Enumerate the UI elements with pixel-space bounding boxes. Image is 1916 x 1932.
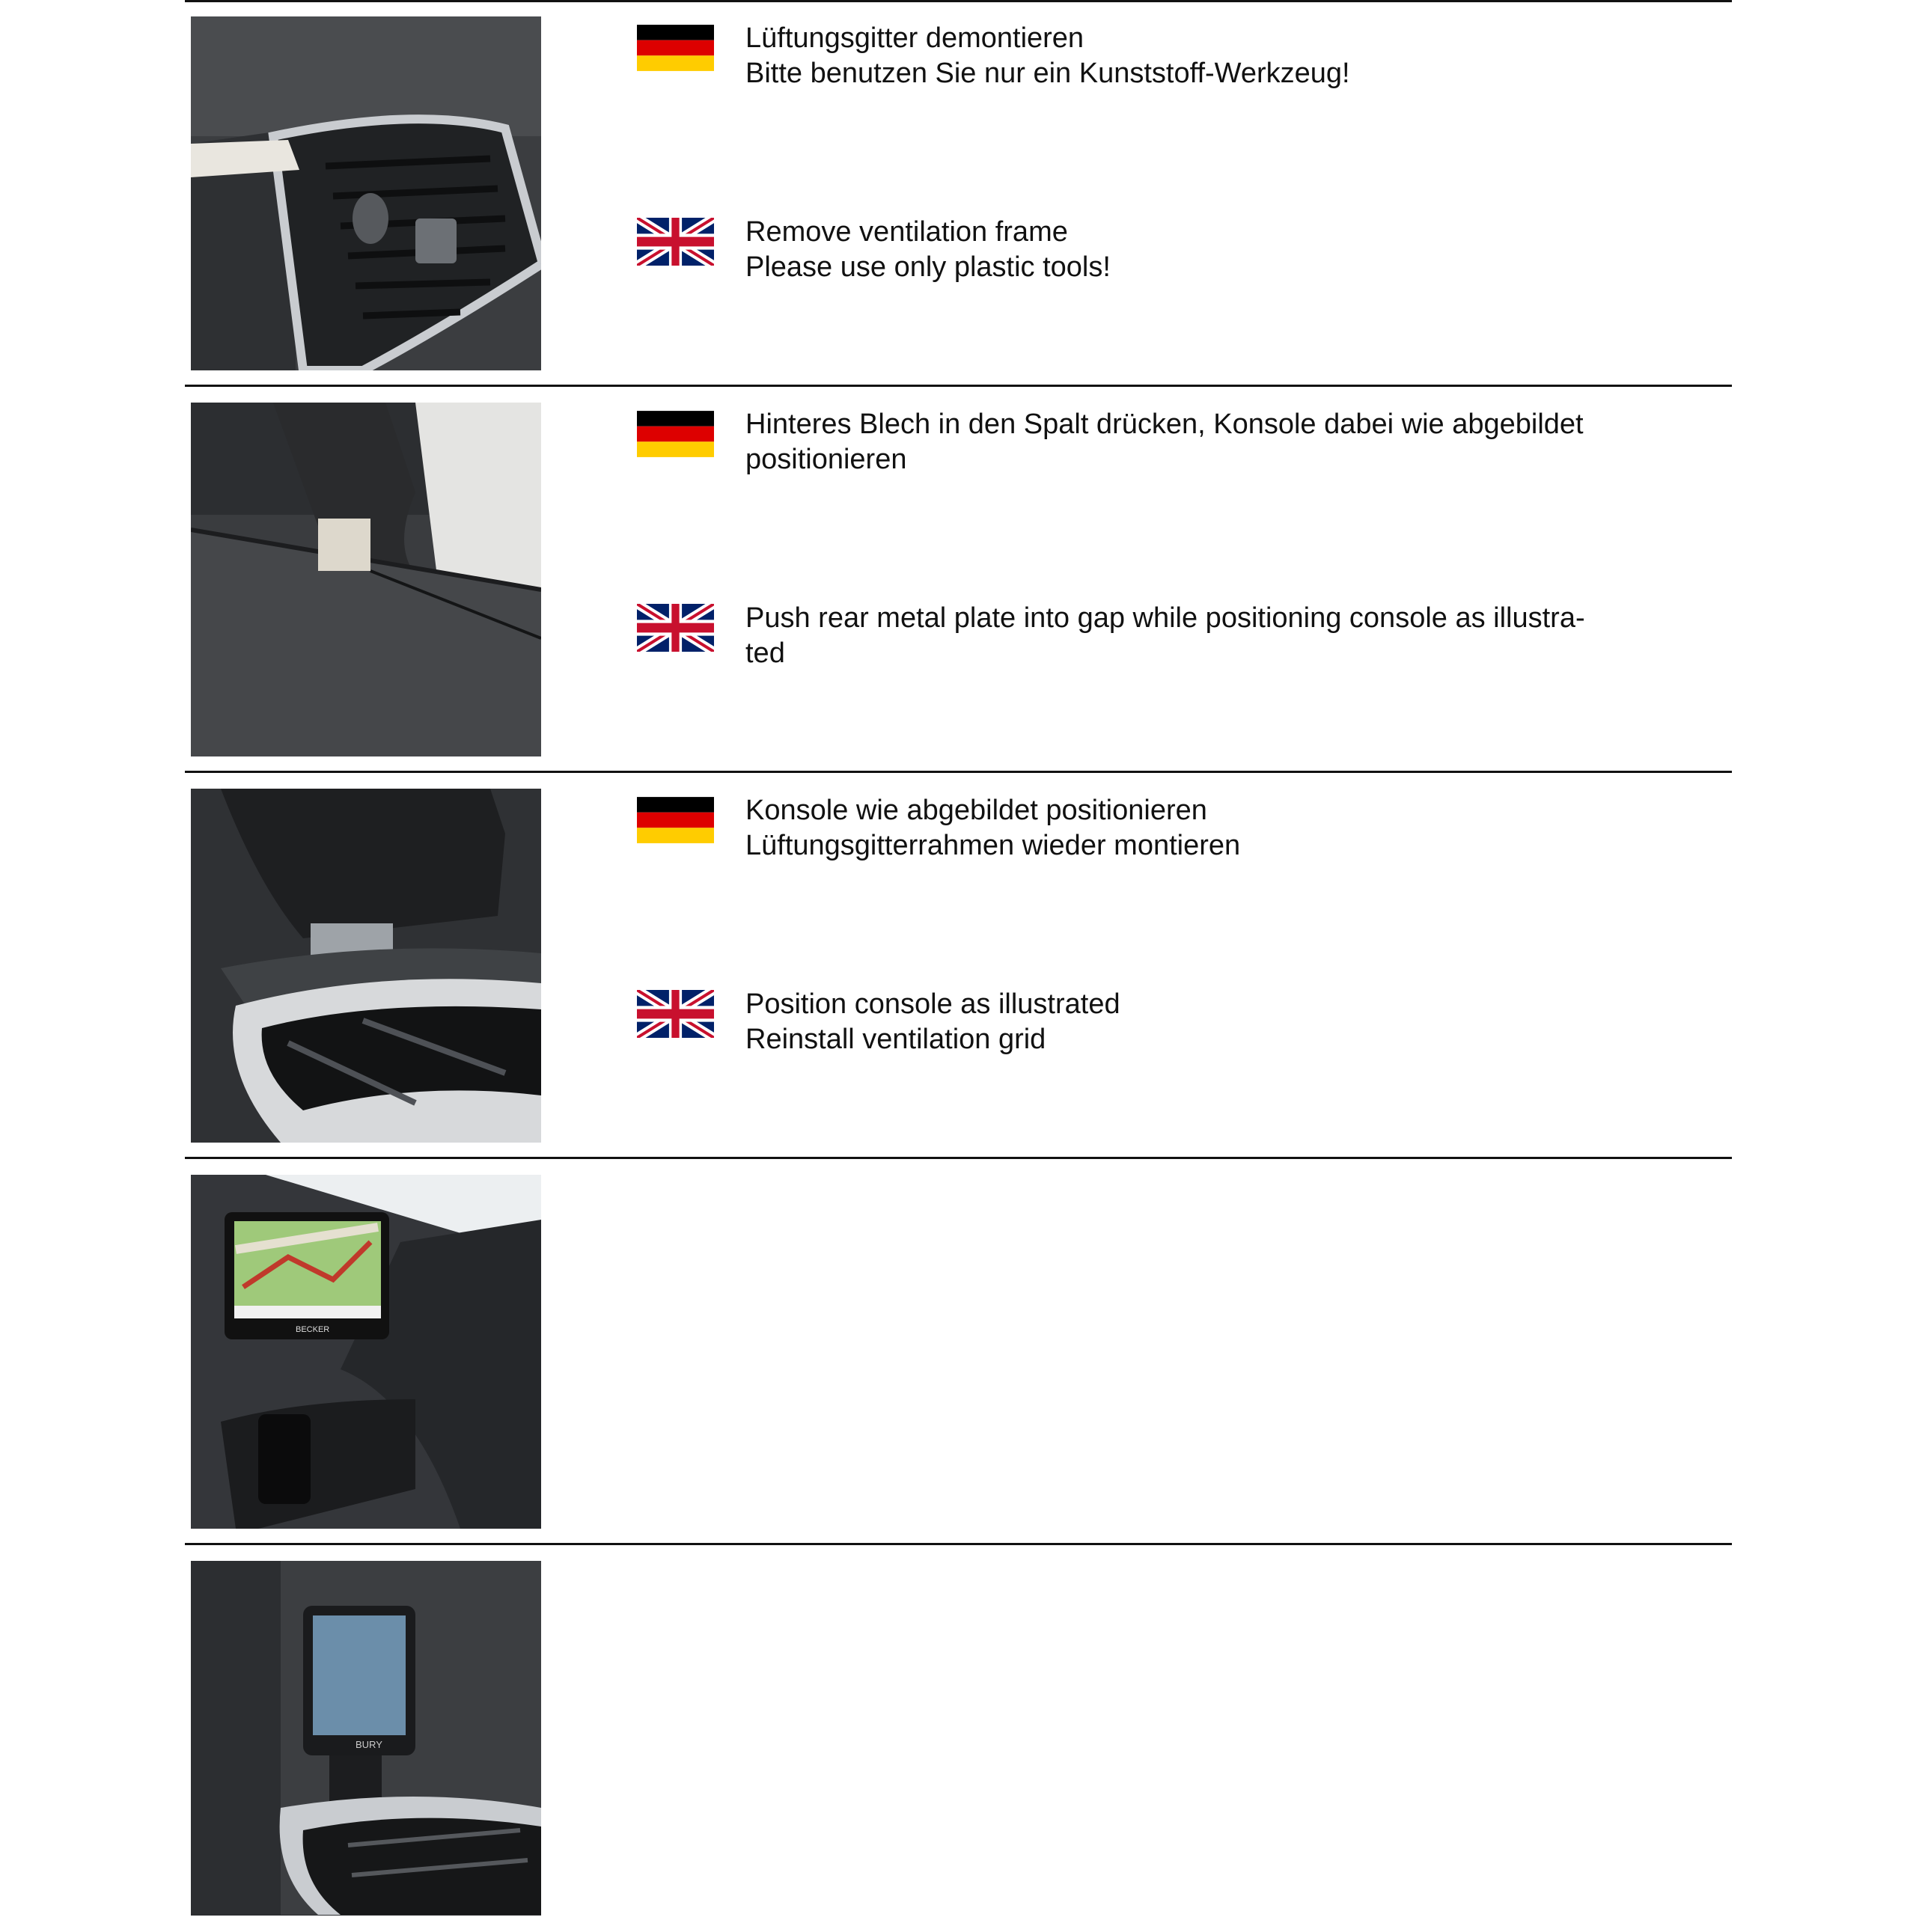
step-1-english <box>637 215 1685 297</box>
step-3-german <box>637 793 1685 875</box>
instruction-line: Hinteres Blech in den Spalt drücken, Konsole dabei wie abgebildet <box>745 409 1584 440</box>
instruction-line: ted <box>745 638 785 669</box>
uk-flag-icon <box>637 990 714 1038</box>
vent-removal-illustration <box>191 16 541 370</box>
metal-plate-illustration <box>191 403 541 756</box>
instruction-line: Remove ventilation frame <box>745 216 1068 248</box>
step-1-german-text <box>745 21 1674 91</box>
photo-brand-label: BURY <box>356 1739 382 1750</box>
step-3-german-text <box>745 793 1674 863</box>
instruction-line: Bitte benutzen Sie nur ein Kunststoff-Werkzeug! <box>745 58 1350 89</box>
step-2-german <box>637 407 1685 489</box>
photo-brand-label: BECKER <box>296 1325 330 1334</box>
step-4-photo <box>191 1175 541 1529</box>
uk-flag-icon <box>637 604 714 652</box>
step-2-english-text <box>745 601 1674 671</box>
step-4 <box>0 1160 1916 1546</box>
step-3-english-text <box>745 987 1674 1057</box>
console-position-illustration <box>191 789 541 1143</box>
uk-flag-icon <box>637 218 714 266</box>
instruction-line: Reinstall ventilation grid <box>745 1024 1046 1055</box>
instruction-line: Position console as illustrated <box>745 988 1120 1020</box>
step-3-english <box>637 987 1685 1069</box>
step-2-english <box>637 601 1685 683</box>
germany-flag-icon <box>637 796 714 844</box>
step-1-english-text <box>745 215 1674 285</box>
germany-flag-icon <box>637 410 714 458</box>
instruction-line: Lüftungsgitterrahmen wieder montieren <box>745 830 1241 861</box>
step-5-photo <box>191 1561 541 1916</box>
germany-flag-icon <box>637 24 714 72</box>
instruction-line: Push rear metal plate into gap while positioning console as illustra- <box>745 602 1585 634</box>
step-2-german-text <box>745 407 1674 477</box>
step-2 <box>0 388 1916 774</box>
instruction-line: Lüftungsgitter demontieren <box>745 22 1084 54</box>
step-3-photo <box>191 789 541 1143</box>
instruction-line: positionieren <box>745 444 907 475</box>
step-1 <box>0 1 1916 388</box>
mounted-navigation-device-illustration <box>191 1175 541 1529</box>
step-1-photo <box>191 16 541 370</box>
step-5 <box>0 1546 1916 1932</box>
instruction-line: Please use only plastic tools! <box>745 251 1111 283</box>
step-1-german <box>637 21 1685 103</box>
step-3 <box>0 774 1916 1160</box>
instruction-line: Konsole wie abgebildet positionieren <box>745 795 1207 826</box>
mounted-holder-illustration <box>191 1561 541 1915</box>
step-2-photo <box>191 403 541 756</box>
